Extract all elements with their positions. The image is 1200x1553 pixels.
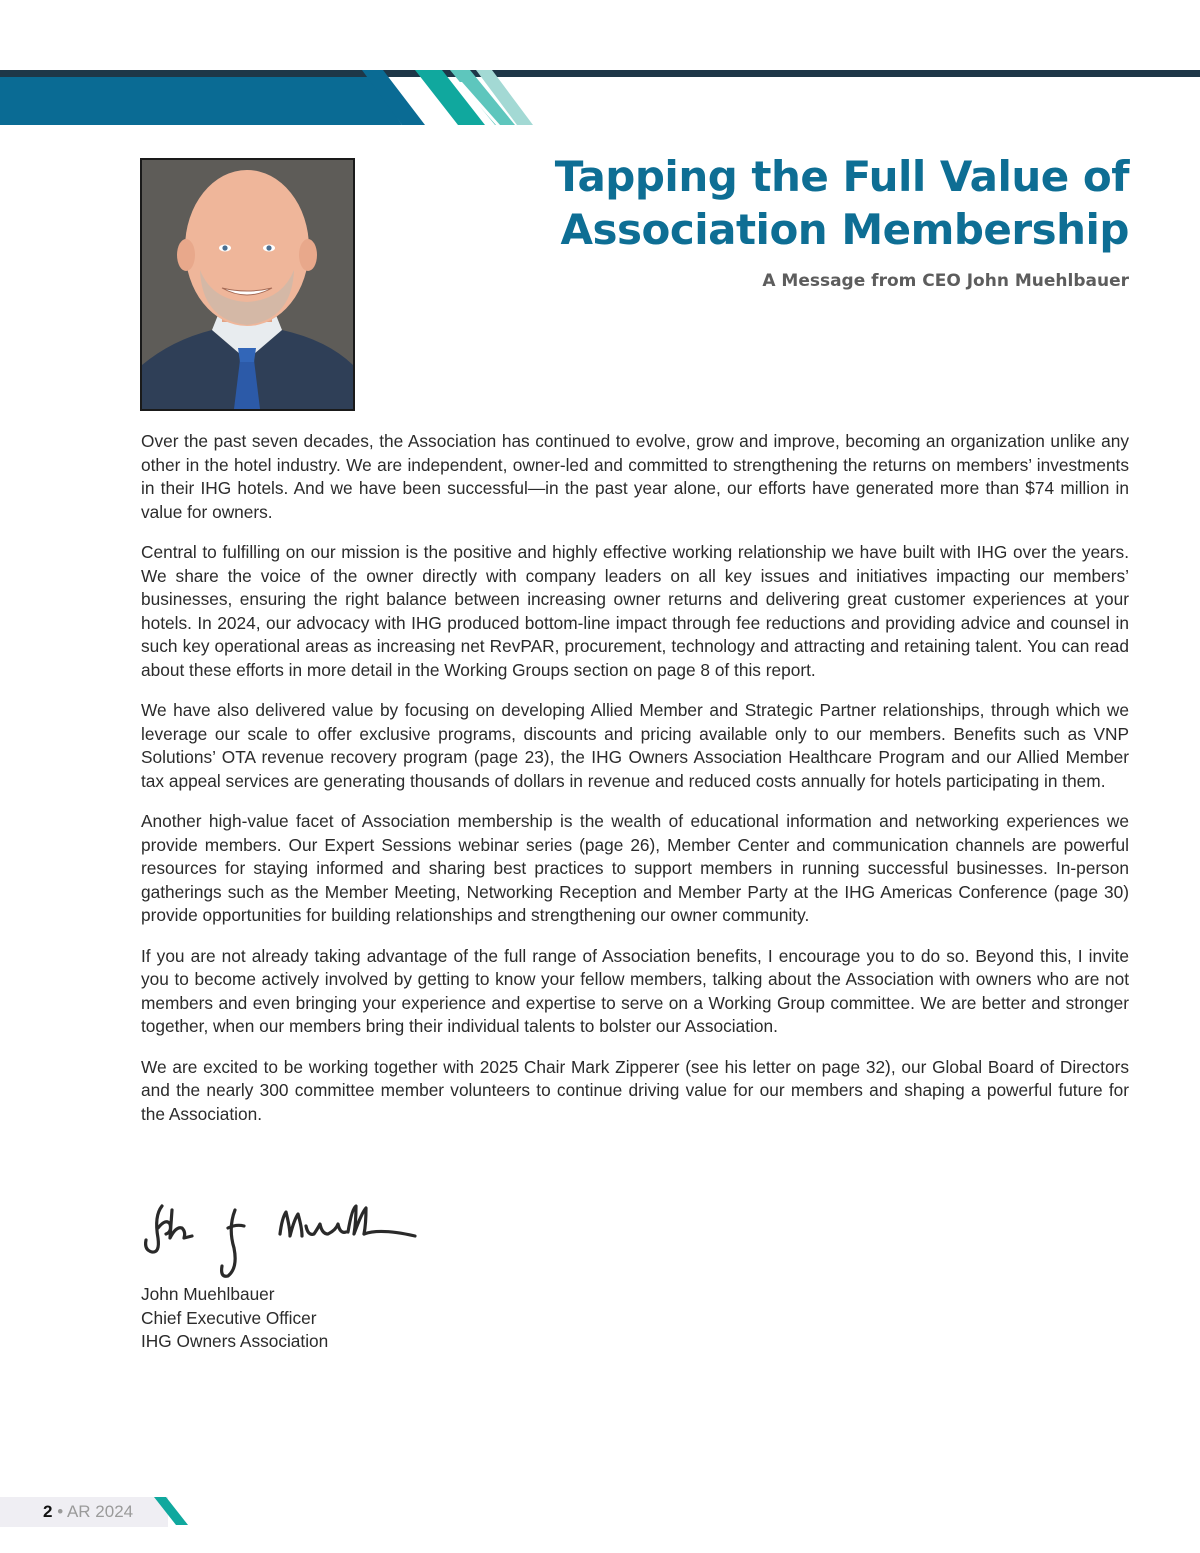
signer-organization: IHG Owners Association [141, 1331, 329, 1351]
footer-separator: • [57, 1502, 64, 1521]
page-title-line-2: Association Membership [560, 205, 1129, 254]
footer-label [43, 1501, 133, 1523]
page-footer [0, 1497, 200, 1527]
portrait-image [142, 160, 353, 409]
body-paragraph-5: If you are not already taking advantage of the full range of Association benefits, I encourage you to do so. Beyond this, I invite you to become actively involved by getting to know your fellow members, talking about the Association with owners who are not members and even bringing your experience and expertise to serve on a Working Group committee. We are better and stronger together, when our members bring their individual talents to bolster our Association. [141, 945, 1129, 1036]
header-stripes-graphic [0, 0, 1200, 130]
signer-name: John Muehlbauer [141, 1284, 275, 1304]
page-title [509, 150, 1129, 256]
report-label: AR 2024 [66, 1502, 134, 1521]
signer-block [141, 1283, 328, 1354]
footer-slash-icon [152, 1497, 192, 1527]
page-title-line-1: Tapping the Full Value of [554, 152, 1129, 201]
body-paragraph-6: We are excited to be working together with 2025 Chair Mark Zipperer (see his letter on page 32), our Global Board of Directors and the nearly 300 committee member volunteers to continue driving value for our members and shaping a powerful future for the Association. [141, 1056, 1129, 1124]
body-paragraph-4: Another high-value facet of Association membership is the wealth of educational information and networking experiences we provide members. Our Expert Sessions webinar series (page 26), Member Center and communication channels are powerful resources for staying informed and sharing best practices to support members in running successful businesses. In-person gatherings such as the Member Meeting, Networking Reception and Member Party at the IHG Americas Conference (page 30) provide opportunities for building relationships and strengthening our owner community. [141, 811, 1129, 925]
body-paragraph-3: We have also delivered value by focusing on developing Allied Member and Strategic Partner relationships, through which we leverage our scale to offer exclusive programs, discounts and pricing available only to our members. Benefits such as VNP Solutions’ OTA revenue recovery program (page 23), the IHG Owners Association Healthcare Program and our Allied Member tax appeal services are generating thousands of dollars in revenue and reduced costs annually for hotels participating in them. [141, 700, 1129, 791]
signature-icon [140, 1198, 420, 1283]
page-number: 2 [43, 1502, 53, 1521]
title-block [509, 150, 1129, 292]
body-paragraph-2: Central to fulfilling on our mission is the positive and highly effective working relationship we have built with IHG over the years. We share the voice of the owner directly with company leaders on all key issues and initiatives impacting our members’ businesses, ensuring the right balance between increasing owner returns and delivering great customer experiences at your hotels. In 2024, our advocacy with IHG produced bottom-line impact through fee reductions and providing advice and counsel in such key operational areas as increasing net RevPAR, procurement, technology and attracting and retaining talent. You can read about these efforts in more detail in the Working Groups section on page 8 of this report. [141, 542, 1129, 680]
letter-body [141, 430, 1129, 1143]
signer-title: Chief Executive Officer [141, 1307, 317, 1328]
body-paragraph-1: Over the past seven decades, the Association has continued to evolve, grow and improve, becoming an organization unlike any other in the hotel industry. We are independent, owner-led and committed to strengthening the returns on members’ investments in their IHG hotels. And we have been successful—in the past year alone, our efforts have generated more than $74 million in value for owners. [141, 431, 1129, 522]
ceo-portrait-photo [140, 158, 355, 411]
page-subtitle: A Message from CEO John Muehlbauer [762, 271, 1129, 291]
header-band [0, 0, 1200, 130]
